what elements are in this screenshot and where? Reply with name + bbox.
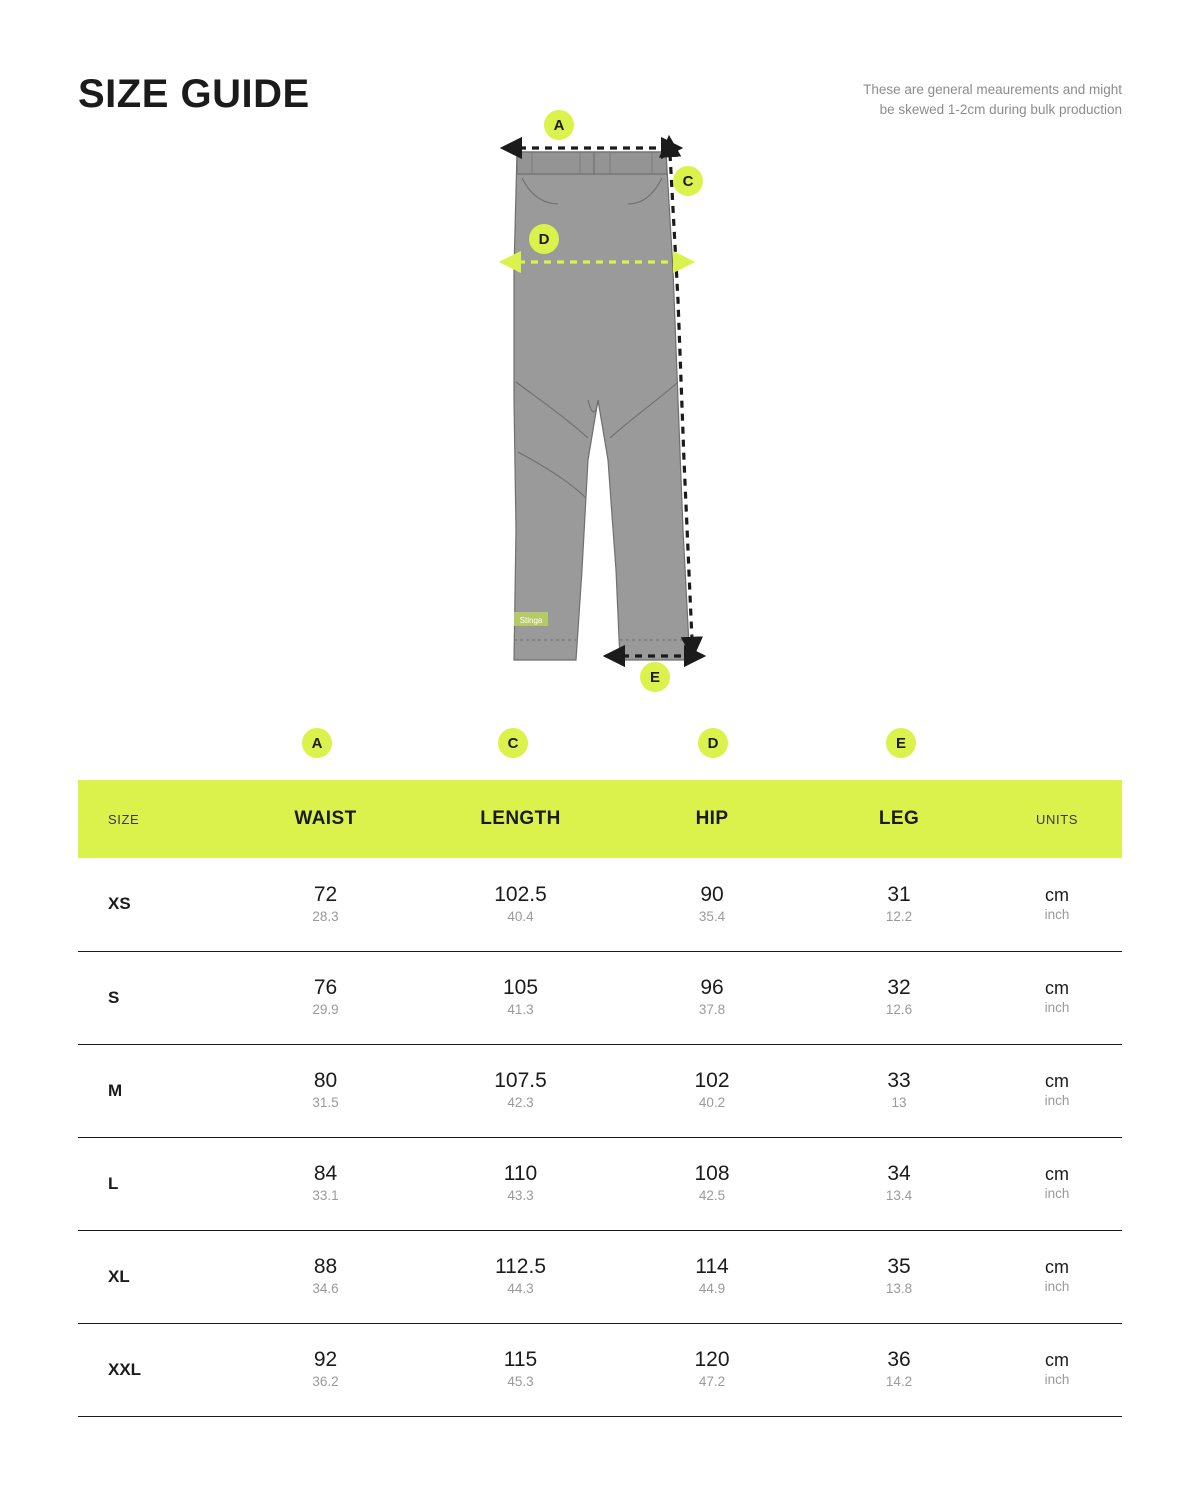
header-hip: HIP [695, 808, 729, 829]
cell-length-inch: 42.3 [507, 1095, 534, 1111]
pants-measurement-diagram [470, 100, 750, 710]
cell-waist-inch: 33.1 [312, 1188, 339, 1204]
cell-waist [228, 951, 423, 1044]
diagram-badge-d: D [529, 224, 559, 254]
cell-waist [228, 858, 423, 951]
cell-waist-inch: 28.3 [312, 908, 339, 924]
header-leg: LEG [878, 808, 920, 829]
cell-size: XS [108, 894, 131, 914]
cell-length [423, 1137, 618, 1230]
cell-length [423, 1323, 618, 1416]
disclaimer-line-2: be skewed 1-2cm during bulk production [879, 101, 1122, 117]
cell-waist [228, 1137, 423, 1230]
cell-unit-inch: inch [1044, 1093, 1070, 1109]
cell-leg-cm: 36 [887, 1347, 911, 1371]
cell-unit-inch: inch [1044, 907, 1070, 923]
table-row [78, 951, 1122, 1044]
column-badge-row [78, 728, 1122, 760]
cell-units [992, 858, 1122, 951]
table-row [78, 858, 1122, 951]
cell-hip-inch: 35.4 [698, 908, 726, 924]
cell-hip-inch: 40.2 [698, 1095, 726, 1111]
cell-unit-cm: cm [1045, 1163, 1069, 1184]
cell-leg-inch: 13 [891, 1095, 907, 1111]
cell-unit-inch: inch [1044, 1186, 1070, 1202]
header-units: UNITS [1036, 811, 1078, 827]
cell-leg [806, 858, 992, 951]
cell-size: M [108, 1080, 123, 1100]
cell-unit-cm: cm [1045, 1070, 1069, 1091]
table-row [78, 1323, 1122, 1416]
size-table [78, 780, 1122, 1417]
cell-leg [806, 1323, 992, 1416]
cell-leg [806, 1230, 992, 1323]
brand-tag [514, 612, 548, 626]
cell-hip-cm: 108 [694, 1161, 730, 1185]
cell-unit-inch: inch [1044, 1372, 1070, 1388]
disclaimer-text [702, 80, 1122, 119]
cell-leg [806, 1137, 992, 1230]
cell-hip [618, 951, 806, 1044]
cell-length-inch: 40.4 [507, 908, 534, 924]
cell-leg [806, 1044, 992, 1137]
cell-length-cm: 105 [502, 975, 539, 999]
disclaimer-line-1: These are general meaurements and might [863, 82, 1122, 97]
cell-hip-cm: 114 [695, 1254, 729, 1278]
cell-units [992, 951, 1122, 1044]
cell-unit-inch: inch [1044, 1279, 1070, 1295]
cell-size: XXL [108, 1359, 142, 1379]
cell-waist-inch: 31.5 [312, 1095, 339, 1111]
cell-size: XL [108, 1266, 130, 1286]
cell-unit-cm: cm [1045, 1256, 1069, 1277]
size-table-wrapper [78, 780, 1122, 1417]
cell-length-inch: 44.3 [507, 1281, 534, 1297]
cell-unit-inch: inch [1044, 1000, 1070, 1016]
cell-waist-cm: 88 [313, 1254, 338, 1278]
page-title: SIZE GUIDE [78, 72, 310, 116]
cell-hip [618, 1044, 806, 1137]
cell-hip [618, 1230, 806, 1323]
pants-illustration-svg [470, 100, 750, 710]
cell-length-inch: 45.3 [507, 1374, 534, 1390]
cell-length-cm: 107.5 [494, 1068, 547, 1092]
cell-length [423, 1044, 618, 1137]
diagram-badge-a: A [544, 110, 574, 140]
cell-hip [618, 1137, 806, 1230]
cell-hip-inch: 47.2 [698, 1374, 726, 1390]
cell-waist-cm: 76 [313, 975, 338, 999]
cell-waist-cm: 72 [313, 882, 338, 906]
cell-hip [618, 1323, 806, 1416]
cell-leg-inch: 12.2 [885, 908, 913, 924]
brand-tag-label: Stinga [519, 616, 543, 625]
cell-waist-inch: 36.2 [312, 1374, 339, 1390]
cell-leg-cm: 33 [887, 1068, 911, 1092]
cell-waist [228, 1044, 423, 1137]
table-row [78, 1230, 1122, 1323]
cell-unit-cm: cm [1045, 1349, 1069, 1370]
header-size: SIZE [108, 811, 140, 827]
table-row [78, 1044, 1122, 1137]
cell-hip-cm: 96 [700, 975, 724, 999]
cell-leg-inch: 14.2 [885, 1374, 913, 1390]
cell-leg-cm: 31 [887, 882, 911, 906]
cell-size: L [108, 1173, 119, 1193]
cell-units [992, 1137, 1122, 1230]
diagram-badge-c: C [673, 166, 703, 196]
cell-hip-cm: 90 [700, 882, 724, 906]
cell-length [423, 951, 618, 1044]
cell-waist-inch: 34.6 [312, 1281, 339, 1297]
cell-waist-cm: 92 [313, 1347, 338, 1371]
column-badge-leg: E [886, 728, 916, 758]
column-badge-length: C [498, 728, 528, 758]
cell-leg-cm: 32 [887, 975, 911, 999]
cell-length-cm: 102.5 [494, 882, 547, 906]
size-table-body [78, 858, 1122, 1416]
cell-leg [806, 951, 992, 1044]
cell-leg-inch: 12.6 [885, 1002, 913, 1018]
cell-leg-inch: 13.8 [885, 1281, 913, 1297]
cell-units [992, 1323, 1122, 1416]
cell-unit-cm: cm [1045, 884, 1069, 905]
cell-hip-inch: 37.8 [698, 1002, 726, 1018]
header-length: LENGTH [480, 808, 561, 829]
cell-length-cm: 115 [503, 1347, 538, 1371]
cell-waist-cm: 80 [313, 1068, 338, 1092]
cell-waist [228, 1230, 423, 1323]
table-header-row [78, 780, 1122, 858]
cell-length [423, 1230, 618, 1323]
cell-waist [228, 1323, 423, 1416]
cell-leg-cm: 35 [887, 1254, 911, 1278]
cell-units [992, 1044, 1122, 1137]
cell-hip-inch: 42.5 [698, 1188, 726, 1204]
table-row [78, 1137, 1122, 1230]
cell-unit-cm: cm [1045, 977, 1069, 998]
diagram-badge-e: E [640, 662, 670, 692]
size-table-head [78, 780, 1122, 858]
cell-hip [618, 858, 806, 951]
cell-leg-inch: 13.4 [885, 1188, 913, 1204]
column-badge-hip: D [698, 728, 728, 758]
cell-length-inch: 41.3 [507, 1002, 534, 1018]
cell-length-cm: 112.5 [495, 1254, 546, 1278]
cell-length [423, 858, 618, 951]
header-waist: WAIST [294, 808, 357, 829]
cell-hip-inch: 44.9 [698, 1281, 726, 1297]
cell-length-inch: 43.3 [507, 1188, 534, 1204]
cell-length-cm: 110 [503, 1161, 538, 1185]
cell-hip-cm: 102 [694, 1068, 730, 1092]
cell-hip-cm: 120 [694, 1347, 730, 1371]
cell-waist-inch: 29.9 [312, 1002, 339, 1018]
cell-waist-cm: 84 [313, 1161, 338, 1185]
cell-size: S [108, 987, 120, 1007]
cell-leg-cm: 34 [887, 1161, 911, 1185]
column-badge-waist: A [302, 728, 332, 758]
cell-units [992, 1230, 1122, 1323]
